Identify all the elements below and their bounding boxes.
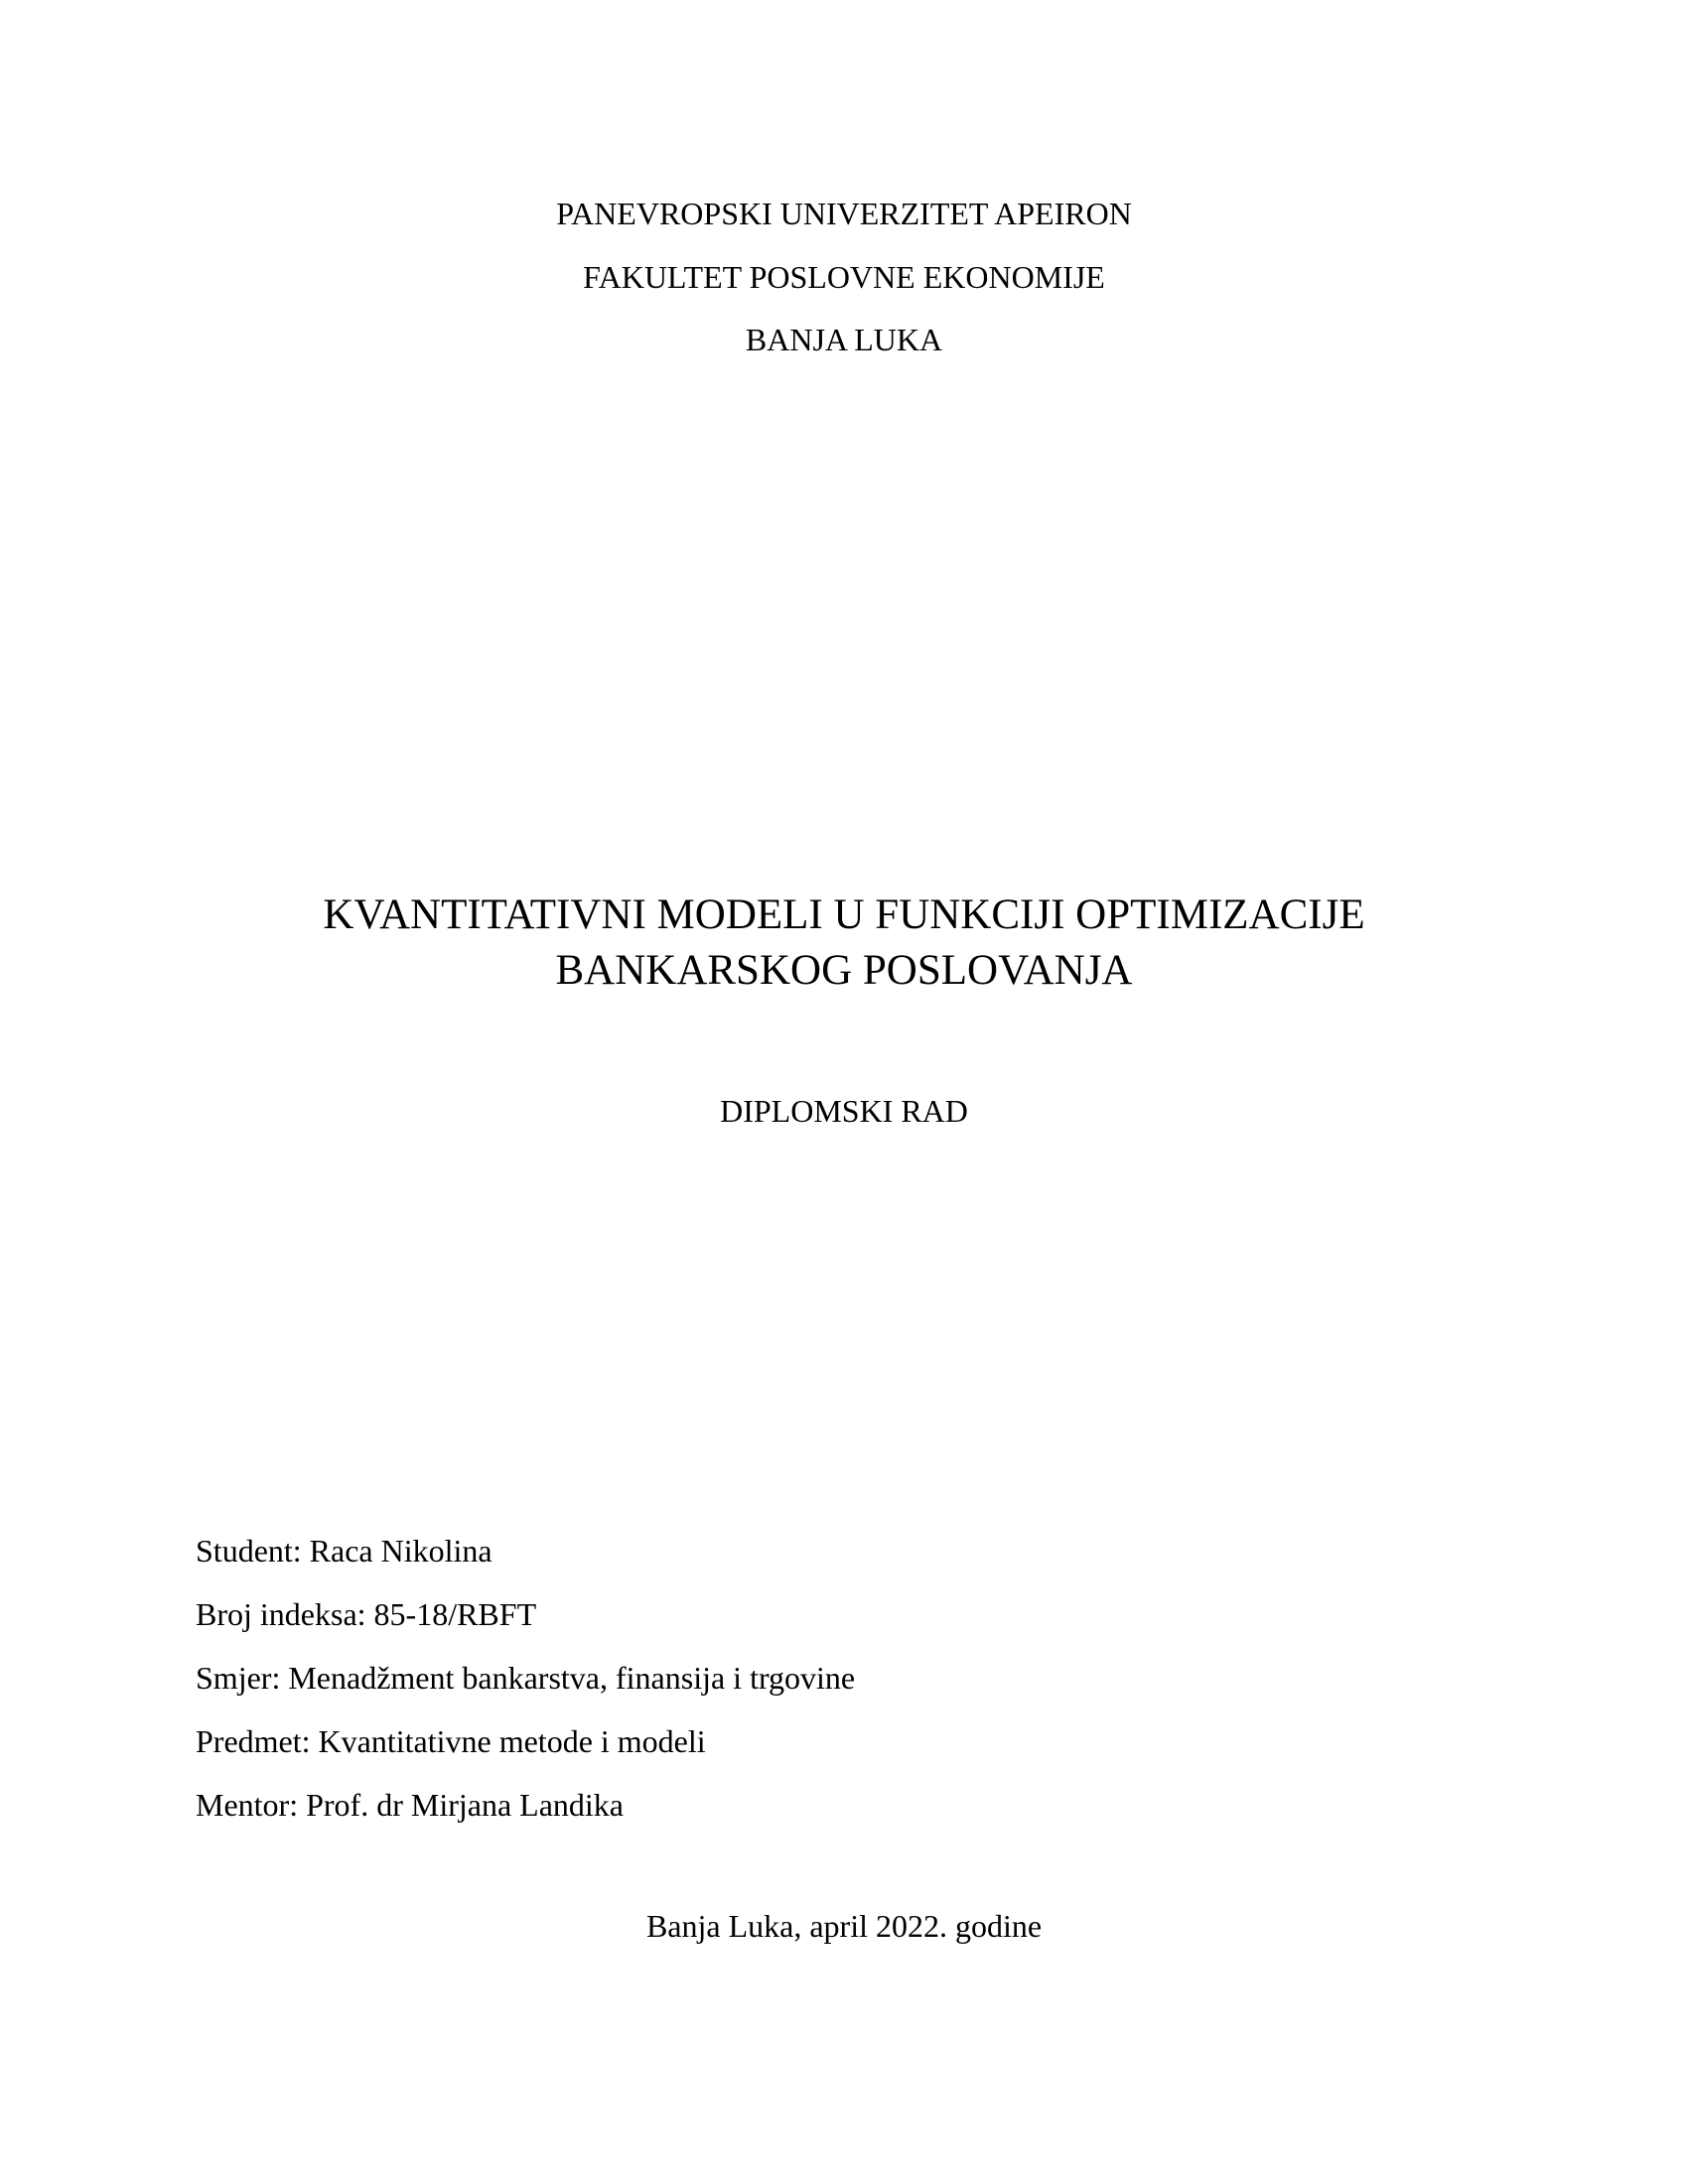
city-name: BANJA LUKA	[745, 322, 943, 357]
thesis-title	[0, 887, 1688, 999]
student-info	[196, 1531, 1486, 1848]
university-name: PANEVROPSKI UNIVERZITET APEIRON	[556, 196, 1132, 231]
thesis-title-line-2: BANKARSKOG POSLOVANJA	[555, 947, 1133, 994]
index-number: Broj indeksa: 85-18/RBFT	[196, 1596, 537, 1632]
document-type: DIPLOMSKI RAD	[720, 1093, 968, 1129]
mentor-name: Mentor: Prof. dr Mirjana Landika	[196, 1787, 624, 1823]
thesis-title-line-1: KVANTITATIVNI MODELI U FUNKCIJI OPTIMIZACIJE	[323, 891, 1365, 938]
study-program: Smjer: Menadžment bankarstva, finansija i trgovine	[196, 1660, 856, 1696]
place-and-date: Banja Luka, april 2022. godine	[645, 1908, 1043, 1944]
faculty-name: FAKULTET POSLOVNE EKONOMIJE	[583, 259, 1105, 295]
course-subject: Predmet: Kvantitativne metode i modeli	[196, 1723, 706, 1759]
student-name: Student: Raca Nikolina	[196, 1533, 492, 1569]
